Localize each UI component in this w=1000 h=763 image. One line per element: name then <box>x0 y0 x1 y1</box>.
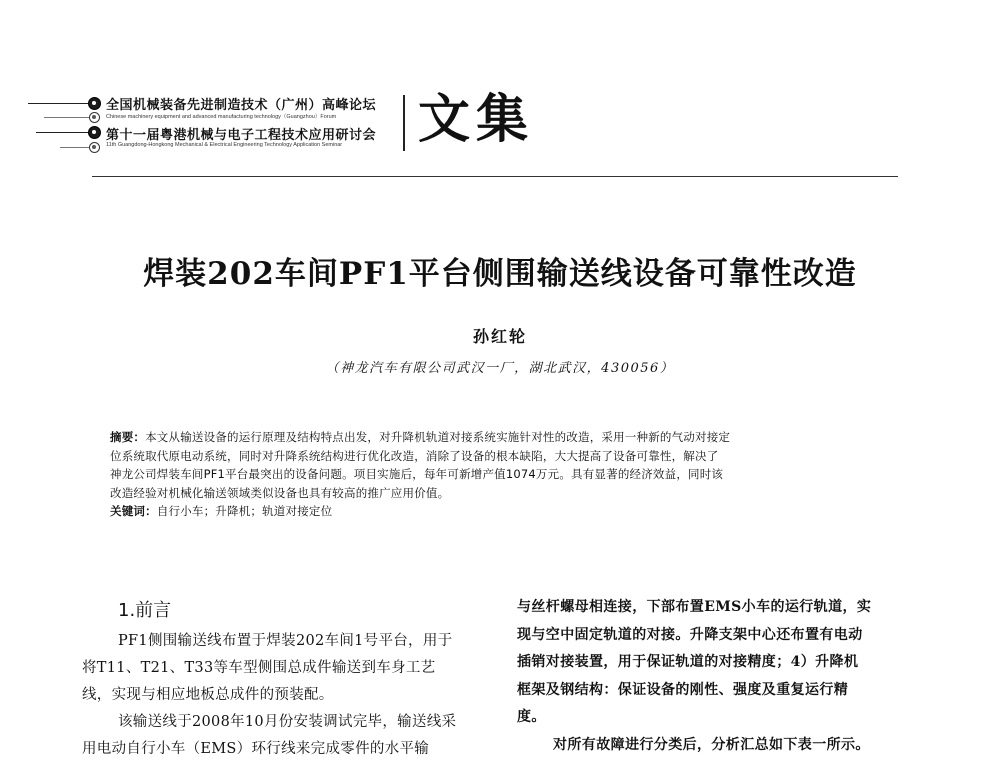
header-rule-3 <box>36 132 90 133</box>
keywords: 自行小车；升降机；轨道对接定位 <box>156 504 333 518</box>
collection-title: 文集 <box>418 89 535 150</box>
article-title: 焊装202车间PF1平台侧围输送线设备可靠性改造 <box>143 256 857 292</box>
abstract-line: 位系统取代原电动系统，同时对升降系统结构进行优化改造，消除了设备的根本缺陷，大大提高了设备可靠性，解决了 <box>110 448 719 463</box>
body-right-column <box>517 594 917 759</box>
abstract-block <box>110 428 900 521</box>
abstract-line: 神龙公司焊装车间PF1平台最突出的设备问题。项目实施后，每年可新增产值1074万元。具有显著的经济效益，同时该 <box>110 467 724 481</box>
paragraph-line: PF1侧围输送线布置于焊装202车间1号平台，用于 <box>118 633 453 649</box>
bullet-icon <box>89 112 100 123</box>
paragraph-line: 线，实现与相应地板总成件的预装配。 <box>82 687 334 703</box>
paragraph-line: 插销对接装置，用于保证轨道的对接精度；4）升降机 <box>517 654 859 670</box>
paragraph-line: 用电动自行小车（EMS）环行线来完成零件的水平输 <box>82 741 430 757</box>
paragraph-line: 度。 <box>517 709 546 725</box>
forum-title-cn: 全国机械装备先进制造技术（广州）高峰论坛 <box>106 98 377 113</box>
body-left-column <box>82 598 478 763</box>
abstract-line: 摘要：本文从输送设备的运行原理及结构特点出发，对升降机轨道对接系统实施针对性的改造，采用一种新的气动对接定 <box>110 430 731 444</box>
paragraph-line: 对所有故障进行分类后，分析汇总如下表一所示。 <box>553 736 870 753</box>
bullet-icon <box>88 97 101 110</box>
author-affiliation: （神龙汽车有限公司武汉一厂，湖北武汉，430056） <box>325 361 675 376</box>
header-divider <box>403 95 405 151</box>
seminar-title-cn: 第十一届粤港机械与电子工程技术应用研讨会 <box>106 128 377 143</box>
abstract-line: 改造经验对机械化输送领域类似设备也具有较高的推广应用价值。 <box>110 485 450 500</box>
paragraph-line: 该输送线于2008年10月份安装调试完毕，输送线采 <box>118 714 457 730</box>
keywords-line <box>110 502 900 521</box>
forum-title-en: Chinese machinery equipment and advanced manufacturing technology（Guangzhou）Forum <box>106 114 337 120</box>
paragraph-line: 框架及钢结构：保证设备的刚性、强度及重复运行精 <box>517 681 849 698</box>
abstract-label: 摘要： <box>110 430 146 444</box>
paragraph-line: 现与空中固定轨道的对接。升降支架中心还布置有电动 <box>517 626 863 643</box>
header-separator <box>92 176 898 177</box>
bullet-icon <box>88 126 101 139</box>
header-rule-2 <box>44 117 90 118</box>
paragraph-line: 与丝杆螺母相连接，下部布置EMS小车的运行轨道，实 <box>517 599 872 615</box>
bullet-icon <box>89 142 100 153</box>
paragraph-line: 将T11、T21、T33等车型侧围总成件输送到车身工艺 <box>82 660 436 676</box>
article-author: 孙红轮 <box>472 327 527 346</box>
seminar-title-en: 11th Guangdong-Hongkong Mechanical & Electrical Engineering Technology Application Seminar <box>106 142 343 148</box>
header-rule-1 <box>28 103 88 104</box>
keywords-label: 关键词： <box>110 504 157 518</box>
header-rule-4 <box>60 147 90 148</box>
section-heading: 1.前言 <box>118 600 172 621</box>
